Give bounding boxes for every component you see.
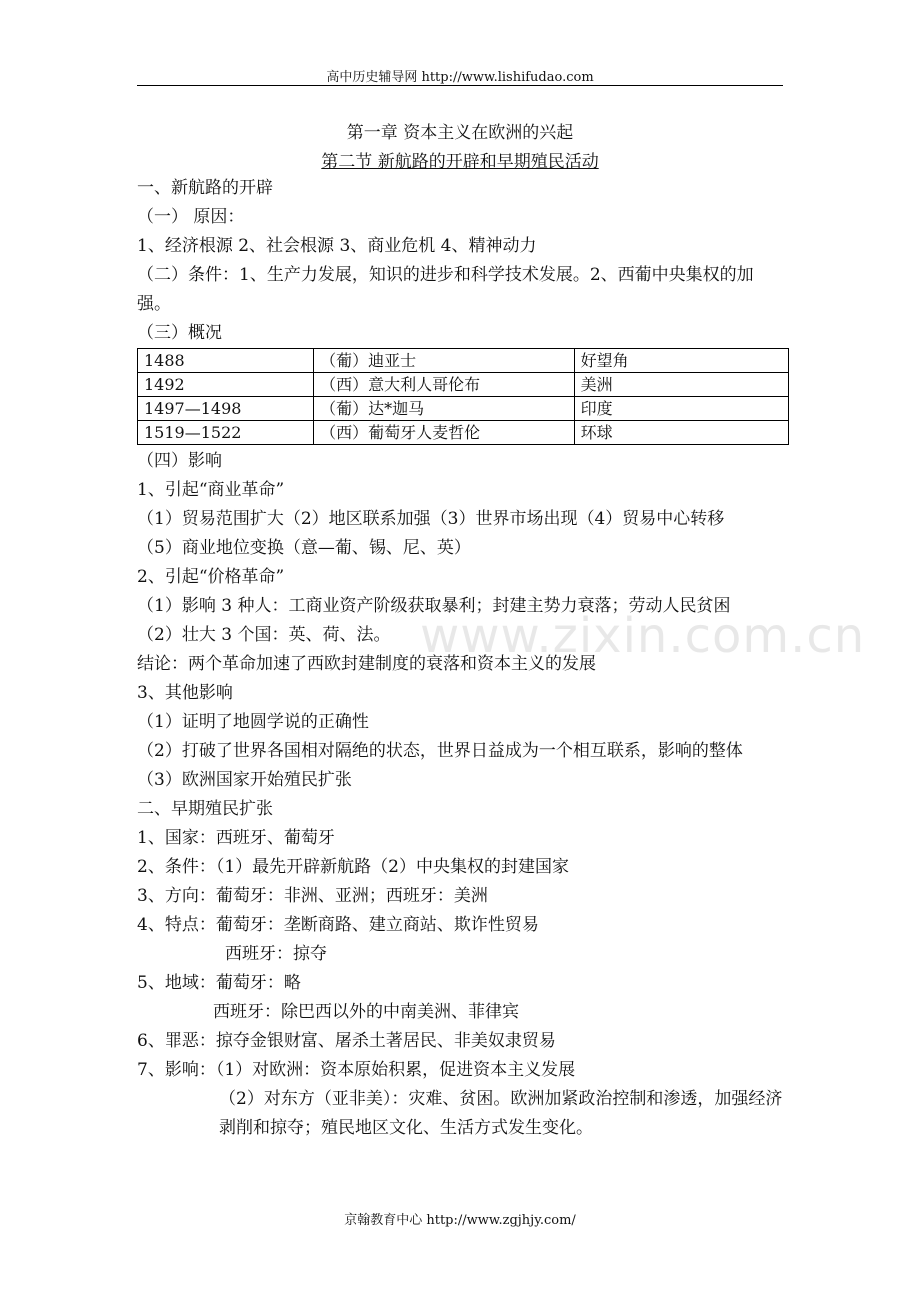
overview-heading: （三）概况: [137, 323, 222, 343]
colonial-item-features: 4、特点：葡萄牙：垄断商路、建立商站、欺诈性贸易: [137, 915, 539, 935]
table-cell-year: 1492: [138, 373, 314, 397]
reasons-list: 1、经济根源 2、社会根源 3、商业危机 4、精神动力: [137, 236, 537, 256]
colonial-item-conditions: 2、条件：（1）最先开辟新航路（2）中央集权的封建国家: [137, 857, 569, 877]
impact2-point-a: （1）影响 3 种人：工商业资产阶级获取暴利；封建主势力衰落；劳动人民贫困: [137, 596, 731, 616]
conclusion-text: 结论：两个革命加速了西欧封建制度的衰落和资本主义的发展: [137, 654, 596, 674]
impact2-title: 2、引起“价格革命”: [137, 567, 285, 587]
part2-heading: 二、早期殖民扩张: [137, 799, 273, 819]
table-cell-destination: 环球: [574, 421, 788, 445]
table-row: [138, 373, 789, 397]
colonial-item-crimes: 6、罪恶：掠夺金银财富、屠杀土著居民、非美奴隶贸易: [137, 1031, 556, 1051]
impact3-point-c: （3）欧洲国家开始殖民扩张: [137, 770, 352, 790]
table-row: [138, 397, 789, 421]
table-cell-explorer: （葡）迪亚士: [314, 349, 575, 373]
impact2-point-b: （2）壮大 3 个国：英、荷、法。: [137, 625, 391, 645]
colonial-item-features-spain: 西班牙：掠夺: [225, 944, 327, 964]
page-footer: 京翰教育中心 http://www.zgjhjy.com/: [344, 1213, 576, 1228]
section-title-text: 第二节 新航路的开辟和早期殖民活动: [321, 152, 599, 172]
chapter-title: 第一章 资本主义在欧洲的兴起: [346, 123, 574, 143]
part1-heading: 一、新航路的开辟: [137, 178, 273, 198]
colonial-item-impact-europe: 7、影响：（1）对欧洲：资本原始积累，促进资本主义发展: [137, 1060, 576, 1080]
colonial-item-direction: 3、方向：葡萄牙：非洲、亚洲；西班牙：美洲: [137, 886, 488, 906]
impact-heading: （四）影响: [137, 451, 222, 471]
impact1-point-a: （1）贸易范围扩大（2）地区联系加强（3）世界市场出现（4）贸易中心转移: [137, 509, 725, 529]
page-header: 高中历史辅导网 http://www.lishifudao.com: [326, 70, 594, 85]
impact3-title: 3、其他影响: [137, 683, 233, 703]
table-row: [138, 421, 789, 445]
table-cell-year: 1488: [138, 349, 314, 373]
table-cell-explorer: （西）意大利人哥伦布: [314, 373, 575, 397]
colonial-item-regions: 5、地域：葡萄牙：略: [137, 973, 301, 993]
colonial-item-impact-east: （2）对东方（亚非美）：灾难、贫困。欧洲加紧政治控制和渗透，加强经济剥削和掠夺；殖民地区文化、生活方式发生变化。: [219, 1089, 783, 1138]
watermark: www.zixin.com.cn: [420, 608, 866, 664]
reason-heading: （一） 原因：: [137, 207, 245, 227]
table-cell-year: 1519—1522: [138, 421, 314, 445]
table-cell-explorer: （葡）达*迦马: [314, 397, 575, 421]
table-cell-year: 1497—1498: [138, 397, 314, 421]
conditions-text: （二）条件：1、生产力发展，知识的进步和科学技术发展。2、西葡中央集权的加强。: [137, 265, 754, 314]
impact1-title: 1、引起“商业革命”: [137, 480, 285, 500]
table-cell-destination: 好望角: [574, 349, 788, 373]
section-title: [0, 147, 920, 172]
impact1-point-b: （5）商业地位变换（意—葡、锡、尼、英）: [137, 538, 471, 558]
table-cell-destination: 印度: [574, 397, 788, 421]
table-cell-destination: 美洲: [574, 373, 788, 397]
voyages-table: [137, 348, 789, 445]
header-divider: [137, 85, 783, 86]
table-cell-explorer: （西）葡萄牙人麦哲伦: [314, 421, 575, 445]
colonial-item-countries: 1、国家：西班牙、葡萄牙: [137, 828, 335, 848]
colonial-item-regions-spain: 西班牙：除巴西以外的中南美洲、菲律宾: [213, 1002, 519, 1022]
impact3-point-b: （2）打破了世界各国相对隔绝的状态，世界日益成为一个相互联系，影响的整体: [137, 741, 743, 761]
table-row: [138, 349, 789, 373]
impact3-point-a: （1）证明了地圆学说的正确性: [137, 712, 369, 732]
